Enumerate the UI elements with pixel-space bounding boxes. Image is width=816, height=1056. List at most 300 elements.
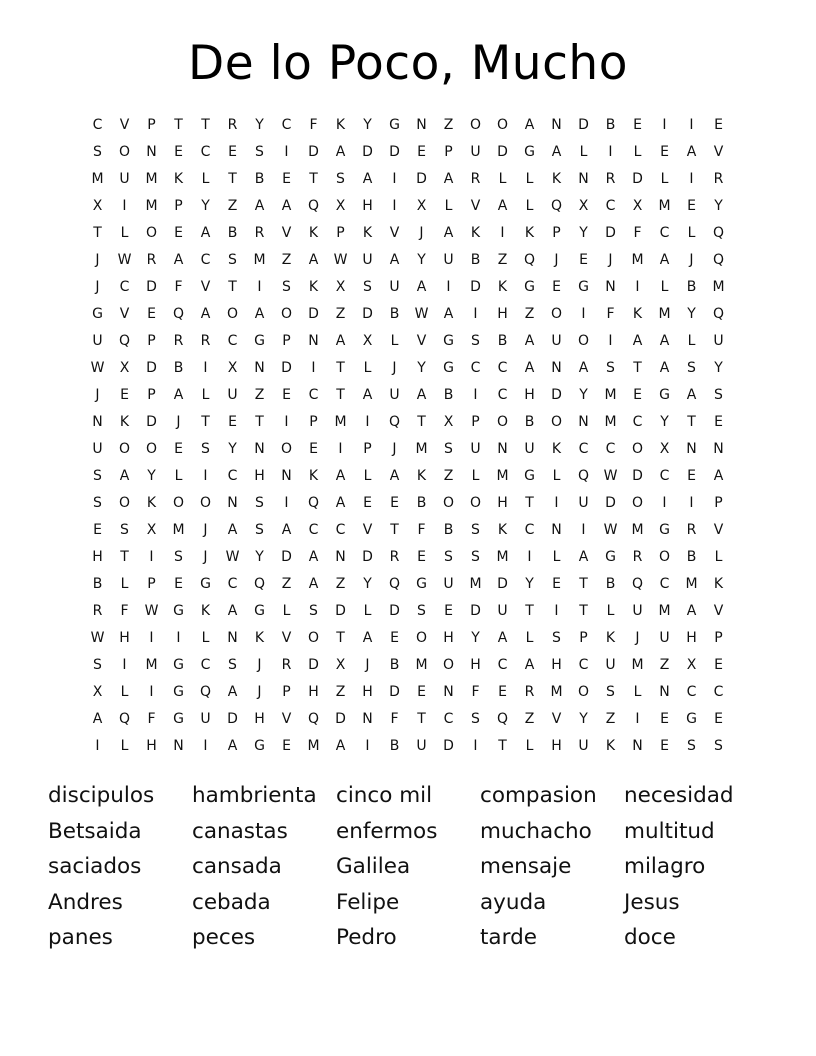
grid-letter[interactable]: R — [254, 225, 265, 241]
grid-letter[interactable]: K — [605, 738, 616, 754]
grid-letter[interactable]: U — [632, 603, 643, 619]
grid-letter[interactable]: G — [578, 279, 589, 295]
grid-letter[interactable]: Q — [631, 576, 644, 592]
grid-letter[interactable]: P — [147, 333, 156, 349]
grid-letter[interactable]: K — [551, 441, 562, 457]
grid-letter[interactable]: O — [550, 306, 563, 322]
grid-letter[interactable]: M — [334, 414, 347, 430]
grid-letter[interactable]: T — [498, 738, 507, 754]
grid-letter[interactable]: E — [174, 225, 183, 241]
grid-letter[interactable]: L — [552, 468, 561, 484]
grid-letter[interactable]: E — [363, 495, 372, 511]
grid-letter[interactable]: L — [687, 225, 696, 241]
grid-letter[interactable]: E — [687, 468, 696, 484]
grid-letter[interactable]: F — [120, 603, 129, 619]
grid-letter[interactable]: H — [497, 306, 508, 322]
grid-letter[interactable]: I — [581, 522, 586, 538]
grid-letter[interactable]: S — [282, 279, 291, 295]
grid-letter[interactable]: E — [552, 279, 561, 295]
grid-letter[interactable]: G — [173, 684, 184, 700]
grid-letter[interactable]: A — [659, 252, 670, 268]
grid-letter[interactable]: E — [390, 495, 399, 511]
grid-letter[interactable]: R — [389, 549, 400, 565]
grid-letter[interactable]: O — [199, 495, 212, 511]
grid-letter[interactable]: M — [496, 468, 509, 484]
grid-letter[interactable]: I — [473, 306, 478, 322]
grid-letter[interactable]: C — [227, 333, 238, 349]
grid-letter[interactable]: O — [631, 441, 644, 457]
grid-letter[interactable]: Q — [712, 225, 725, 241]
grid-letter[interactable]: R — [227, 117, 238, 133]
grid-letter[interactable]: B — [470, 252, 481, 268]
grid-letter[interactable]: A — [632, 333, 643, 349]
grid-letter[interactable]: B — [605, 576, 616, 592]
grid-letter[interactable]: A — [578, 549, 589, 565]
grid-letter[interactable]: Y — [201, 198, 210, 214]
grid-letter[interactable]: D — [389, 144, 400, 160]
grid-letter[interactable]: J — [365, 657, 370, 673]
grid-letter[interactable]: S — [606, 684, 615, 700]
grid-letter[interactable]: T — [228, 171, 237, 187]
grid-letter[interactable]: S — [471, 333, 480, 349]
grid-letter[interactable]: L — [525, 171, 534, 187]
grid-letter[interactable]: A — [578, 360, 589, 376]
grid-letter[interactable]: A — [335, 333, 346, 349]
grid-letter[interactable]: O — [118, 441, 131, 457]
grid-letter[interactable]: L — [633, 144, 642, 160]
grid-letter[interactable]: R — [146, 252, 157, 268]
grid-letter[interactable]: A — [173, 252, 184, 268]
grid-letter[interactable]: T — [228, 279, 237, 295]
grid-letter[interactable]: V — [281, 225, 292, 241]
grid-letter[interactable]: L — [363, 468, 372, 484]
grid-letter[interactable]: A — [551, 144, 562, 160]
grid-letter[interactable]: S — [471, 549, 480, 565]
grid-letter[interactable]: U — [497, 603, 508, 619]
grid-letter[interactable]: D — [335, 711, 346, 727]
grid-letter[interactable]: C — [686, 684, 697, 700]
grid-letter[interactable]: D — [497, 144, 508, 160]
grid-letter[interactable]: M — [307, 738, 320, 754]
grid-letter[interactable]: S — [255, 522, 264, 538]
grid-letter[interactable]: K — [470, 225, 481, 241]
grid-letter[interactable]: I — [149, 549, 154, 565]
grid-letter[interactable]: U — [200, 711, 211, 727]
grid-letter[interactable]: Z — [524, 306, 535, 322]
grid-letter[interactable]: N — [659, 684, 670, 700]
grid-letter[interactable]: M — [496, 549, 509, 565]
grid-letter[interactable]: H — [551, 738, 562, 754]
grid-letter[interactable]: D — [335, 603, 346, 619]
grid-letter[interactable]: A — [335, 468, 346, 484]
grid-letter[interactable]: L — [633, 684, 642, 700]
grid-letter[interactable]: B — [173, 360, 184, 376]
grid-letter[interactable]: U — [416, 738, 427, 754]
grid-letter[interactable]: H — [119, 630, 130, 646]
grid-letter[interactable]: G — [524, 144, 535, 160]
grid-letter[interactable]: A — [362, 387, 373, 403]
grid-letter[interactable]: A — [659, 360, 670, 376]
grid-letter[interactable]: B — [92, 576, 103, 592]
grid-letter[interactable]: G — [443, 360, 454, 376]
grid-letter[interactable]: G — [605, 549, 616, 565]
grid-letter[interactable]: V — [389, 225, 400, 241]
grid-letter[interactable]: S — [120, 522, 129, 538]
grid-letter[interactable]: M — [415, 441, 428, 457]
grid-letter[interactable]: U — [92, 441, 103, 457]
grid-letter[interactable]: K — [362, 225, 373, 241]
grid-letter[interactable]: T — [579, 576, 588, 592]
grid-letter[interactable]: D — [308, 306, 319, 322]
grid-letter[interactable]: H — [92, 549, 103, 565]
grid-letter[interactable]: L — [525, 738, 534, 754]
grid-letter[interactable]: A — [443, 171, 454, 187]
grid-letter[interactable]: I — [203, 738, 208, 754]
grid-letter[interactable]: A — [686, 387, 697, 403]
grid-letter[interactable]: K — [605, 630, 616, 646]
grid-letter[interactable]: I — [689, 495, 694, 511]
grid-letter[interactable]: I — [122, 657, 127, 673]
grid-letter[interactable]: K — [497, 522, 508, 538]
grid-letter[interactable]: D — [281, 549, 292, 565]
grid-letter[interactable]: Z — [443, 468, 454, 484]
grid-letter[interactable]: G — [92, 306, 103, 322]
grid-letter[interactable]: W — [117, 252, 132, 268]
grid-letter[interactable]: W — [603, 468, 618, 484]
grid-letter[interactable]: A — [524, 333, 535, 349]
grid-letter[interactable]: T — [255, 414, 264, 430]
grid-letter[interactable]: D — [146, 360, 157, 376]
grid-letter[interactable]: N — [173, 738, 184, 754]
grid-letter[interactable]: C — [497, 387, 508, 403]
grid-letter[interactable]: G — [389, 117, 400, 133]
grid-letter[interactable]: J — [176, 414, 181, 430]
grid-letter[interactable]: V — [119, 117, 130, 133]
grid-letter[interactable]: U — [659, 630, 670, 646]
grid-letter[interactable]: E — [282, 738, 291, 754]
grid-letter[interactable]: R — [173, 333, 184, 349]
grid-letter[interactable]: Y — [255, 549, 264, 565]
grid-letter[interactable]: D — [281, 360, 292, 376]
grid-letter[interactable]: O — [658, 549, 671, 565]
grid-letter[interactable]: F — [471, 684, 480, 700]
grid-letter[interactable]: X — [686, 657, 697, 673]
grid-letter[interactable]: C — [632, 414, 643, 430]
grid-letter[interactable]: I — [311, 360, 316, 376]
grid-letter[interactable]: Y — [714, 198, 723, 214]
grid-letter[interactable]: N — [551, 360, 562, 376]
grid-letter[interactable]: E — [579, 252, 588, 268]
grid-letter[interactable]: T — [309, 171, 318, 187]
grid-letter[interactable]: M — [712, 279, 725, 295]
grid-letter[interactable]: I — [608, 144, 613, 160]
grid-letter[interactable]: S — [444, 549, 453, 565]
grid-letter[interactable]: O — [280, 306, 293, 322]
grid-letter[interactable]: N — [92, 414, 103, 430]
grid-letter[interactable]: A — [335, 495, 346, 511]
grid-letter[interactable]: K — [308, 279, 319, 295]
grid-letter[interactable]: H — [308, 684, 319, 700]
grid-letter[interactable]: O — [469, 117, 482, 133]
grid-letter[interactable]: S — [201, 441, 210, 457]
grid-letter[interactable]: R — [92, 603, 103, 619]
grid-letter[interactable]: J — [635, 630, 640, 646]
grid-letter[interactable]: B — [443, 522, 454, 538]
grid-letter[interactable]: T — [417, 711, 426, 727]
grid-letter[interactable]: C — [335, 522, 346, 538]
grid-letter[interactable]: X — [335, 657, 346, 673]
grid-letter[interactable]: U — [470, 144, 481, 160]
grid-letter[interactable]: C — [659, 468, 670, 484]
grid-letter[interactable]: M — [145, 198, 158, 214]
grid-letter[interactable]: K — [308, 468, 319, 484]
grid-letter[interactable]: O — [577, 333, 590, 349]
grid-letter[interactable]: L — [471, 468, 480, 484]
grid-letter[interactable]: U — [389, 387, 400, 403]
grid-letter[interactable]: A — [362, 630, 373, 646]
grid-letter[interactable]: F — [390, 711, 399, 727]
grid-letter[interactable]: N — [227, 495, 238, 511]
grid-letter[interactable]: C — [470, 360, 481, 376]
grid-letter[interactable]: S — [471, 711, 480, 727]
grid-letter[interactable]: W — [225, 549, 240, 565]
grid-letter[interactable]: N — [551, 117, 562, 133]
grid-letter[interactable]: D — [470, 603, 481, 619]
grid-letter[interactable]: Y — [525, 576, 534, 592]
grid-letter[interactable]: H — [686, 630, 697, 646]
grid-letter[interactable]: I — [554, 603, 559, 619]
grid-letter[interactable]: Y — [417, 252, 426, 268]
grid-letter[interactable]: N — [686, 441, 697, 457]
grid-letter[interactable]: Y — [579, 225, 588, 241]
grid-letter[interactable]: V — [281, 711, 292, 727]
grid-letter[interactable]: L — [363, 603, 372, 619]
grid-letter[interactable]: C — [524, 522, 535, 538]
grid-letter[interactable]: Q — [118, 711, 131, 727]
grid-letter[interactable]: A — [389, 468, 400, 484]
grid-letter[interactable]: I — [95, 738, 100, 754]
grid-letter[interactable]: A — [335, 144, 346, 160]
grid-letter[interactable]: X — [335, 198, 346, 214]
grid-letter[interactable]: H — [497, 495, 508, 511]
grid-letter[interactable]: N — [497, 441, 508, 457]
grid-letter[interactable]: P — [714, 495, 723, 511]
grid-letter[interactable]: N — [551, 522, 562, 538]
grid-letter[interactable]: E — [714, 117, 723, 133]
grid-letter[interactable]: C — [578, 441, 589, 457]
grid-letter[interactable]: Q — [550, 198, 563, 214]
grid-letter[interactable]: U — [92, 333, 103, 349]
grid-letter[interactable]: G — [173, 603, 184, 619]
grid-letter[interactable]: Z — [443, 117, 454, 133]
grid-letter[interactable]: G — [659, 387, 670, 403]
grid-letter[interactable]: M — [91, 171, 104, 187]
grid-letter[interactable]: S — [174, 549, 183, 565]
grid-letter[interactable]: V — [713, 144, 724, 160]
grid-letter[interactable]: D — [632, 171, 643, 187]
grid-letter[interactable]: A — [173, 387, 184, 403]
grid-letter[interactable]: E — [390, 630, 399, 646]
grid-letter[interactable]: Y — [255, 117, 264, 133]
grid-letter[interactable]: P — [147, 117, 156, 133]
grid-letter[interactable]: T — [336, 360, 345, 376]
grid-letter[interactable]: B — [686, 549, 697, 565]
grid-letter[interactable]: W — [90, 630, 105, 646]
grid-letter[interactable]: S — [687, 360, 696, 376]
grid-letter[interactable]: K — [146, 495, 157, 511]
grid-letter[interactable]: U — [362, 252, 373, 268]
grid-letter[interactable]: C — [497, 657, 508, 673]
grid-letter[interactable]: I — [473, 738, 478, 754]
grid-letter[interactable]: U — [578, 738, 589, 754]
grid-letter[interactable]: I — [284, 144, 289, 160]
grid-letter[interactable]: S — [309, 603, 318, 619]
grid-letter[interactable]: G — [443, 333, 454, 349]
grid-letter[interactable]: I — [284, 495, 289, 511]
grid-letter[interactable]: P — [579, 630, 588, 646]
grid-letter[interactable]: F — [417, 522, 426, 538]
grid-letter[interactable]: N — [146, 144, 157, 160]
grid-letter[interactable]: A — [308, 576, 319, 592]
grid-letter[interactable]: A — [308, 549, 319, 565]
grid-letter[interactable]: R — [470, 171, 481, 187]
grid-letter[interactable]: I — [689, 117, 694, 133]
grid-letter[interactable]: O — [145, 441, 158, 457]
grid-letter[interactable]: S — [93, 144, 102, 160]
grid-letter[interactable]: K — [551, 171, 562, 187]
grid-letter[interactable]: I — [257, 279, 262, 295]
grid-letter[interactable]: E — [660, 144, 669, 160]
grid-letter[interactable]: Y — [660, 414, 669, 430]
grid-letter[interactable]: E — [714, 657, 723, 673]
grid-letter[interactable]: N — [254, 441, 265, 457]
grid-letter[interactable]: S — [687, 738, 696, 754]
grid-letter[interactable]: C — [227, 468, 238, 484]
grid-letter[interactable]: D — [389, 684, 400, 700]
grid-letter[interactable]: A — [308, 252, 319, 268]
grid-letter[interactable]: O — [442, 495, 455, 511]
grid-letter[interactable]: Q — [307, 198, 320, 214]
grid-letter[interactable]: B — [389, 738, 400, 754]
grid-letter[interactable]: H — [362, 198, 373, 214]
grid-letter[interactable]: T — [174, 117, 183, 133]
grid-letter[interactable]: P — [552, 225, 561, 241]
grid-letter[interactable]: D — [362, 549, 373, 565]
grid-letter[interactable]: L — [552, 549, 561, 565]
grid-letter[interactable]: E — [660, 738, 669, 754]
grid-letter[interactable]: D — [389, 603, 400, 619]
grid-letter[interactable]: K — [497, 279, 508, 295]
grid-letter[interactable]: F — [174, 279, 183, 295]
grid-letter[interactable]: X — [416, 198, 427, 214]
grid-letter[interactable]: K — [416, 468, 427, 484]
grid-letter[interactable]: E — [417, 549, 426, 565]
grid-letter[interactable]: C — [308, 387, 319, 403]
grid-letter[interactable]: I — [284, 414, 289, 430]
grid-letter[interactable]: M — [604, 387, 617, 403]
grid-letter[interactable]: D — [362, 306, 373, 322]
grid-letter[interactable]: T — [336, 387, 345, 403]
grid-letter[interactable]: L — [282, 603, 291, 619]
grid-letter[interactable]: R — [524, 684, 535, 700]
grid-letter[interactable]: L — [660, 171, 669, 187]
grid-letter[interactable]: N — [713, 441, 724, 457]
grid-letter[interactable]: X — [92, 684, 103, 700]
grid-letter[interactable]: X — [92, 198, 103, 214]
grid-letter[interactable]: N — [578, 171, 589, 187]
grid-letter[interactable]: A — [281, 522, 292, 538]
grid-letter[interactable]: J — [689, 252, 694, 268]
grid-letter[interactable]: G — [200, 576, 211, 592]
grid-letter[interactable]: J — [257, 657, 262, 673]
grid-letter[interactable]: H — [551, 657, 562, 673]
grid-letter[interactable]: L — [120, 738, 129, 754]
grid-letter[interactable]: S — [228, 657, 237, 673]
grid-letter[interactable]: D — [632, 468, 643, 484]
grid-letter[interactable]: M — [469, 576, 482, 592]
grid-letter[interactable]: L — [660, 279, 669, 295]
grid-letter[interactable]: D — [146, 414, 157, 430]
grid-letter[interactable]: W — [603, 522, 618, 538]
grid-letter[interactable]: U — [227, 387, 238, 403]
grid-letter[interactable]: V — [200, 279, 211, 295]
grid-letter[interactable]: A — [497, 630, 508, 646]
grid-letter[interactable]: E — [633, 387, 642, 403]
grid-letter[interactable]: I — [176, 630, 181, 646]
grid-letter[interactable]: P — [363, 441, 372, 457]
grid-letter[interactable]: A — [713, 468, 724, 484]
grid-letter[interactable]: O — [145, 225, 158, 241]
grid-letter[interactable]: G — [686, 711, 697, 727]
grid-letter[interactable]: V — [416, 333, 427, 349]
grid-letter[interactable]: I — [392, 198, 397, 214]
grid-letter[interactable]: S — [336, 171, 345, 187]
grid-letter[interactable]: I — [581, 306, 586, 322]
grid-letter[interactable]: A — [443, 225, 454, 241]
grid-letter[interactable]: I — [527, 549, 532, 565]
grid-letter[interactable]: I — [338, 441, 343, 457]
grid-letter[interactable]: A — [254, 198, 265, 214]
grid-letter[interactable]: Q — [577, 468, 590, 484]
grid-letter[interactable]: Q — [388, 414, 401, 430]
grid-letter[interactable]: X — [443, 414, 454, 430]
grid-letter[interactable]: B — [389, 306, 400, 322]
grid-letter[interactable]: Y — [579, 711, 588, 727]
grid-letter[interactable]: S — [93, 468, 102, 484]
grid-letter[interactable]: M — [631, 522, 644, 538]
grid-letter[interactable]: M — [631, 252, 644, 268]
grid-letter[interactable]: I — [662, 495, 667, 511]
grid-letter[interactable]: A — [524, 117, 535, 133]
grid-letter[interactable]: M — [658, 198, 671, 214]
grid-letter[interactable]: Y — [714, 360, 723, 376]
grid-letter[interactable]: T — [336, 630, 345, 646]
grid-letter[interactable]: X — [335, 279, 346, 295]
grid-letter[interactable]: O — [550, 414, 563, 430]
grid-letter[interactable]: V — [281, 630, 292, 646]
grid-letter[interactable]: Y — [471, 630, 480, 646]
grid-letter[interactable]: E — [228, 144, 237, 160]
grid-letter[interactable]: I — [149, 630, 154, 646]
grid-letter[interactable]: S — [93, 495, 102, 511]
grid-letter[interactable]: P — [336, 225, 345, 241]
grid-letter[interactable]: E — [147, 306, 156, 322]
grid-letter[interactable]: E — [174, 441, 183, 457]
grid-letter[interactable]: A — [335, 738, 346, 754]
grid-letter[interactable]: P — [471, 414, 480, 430]
grid-letter[interactable]: A — [200, 306, 211, 322]
grid-letter[interactable]: B — [389, 657, 400, 673]
